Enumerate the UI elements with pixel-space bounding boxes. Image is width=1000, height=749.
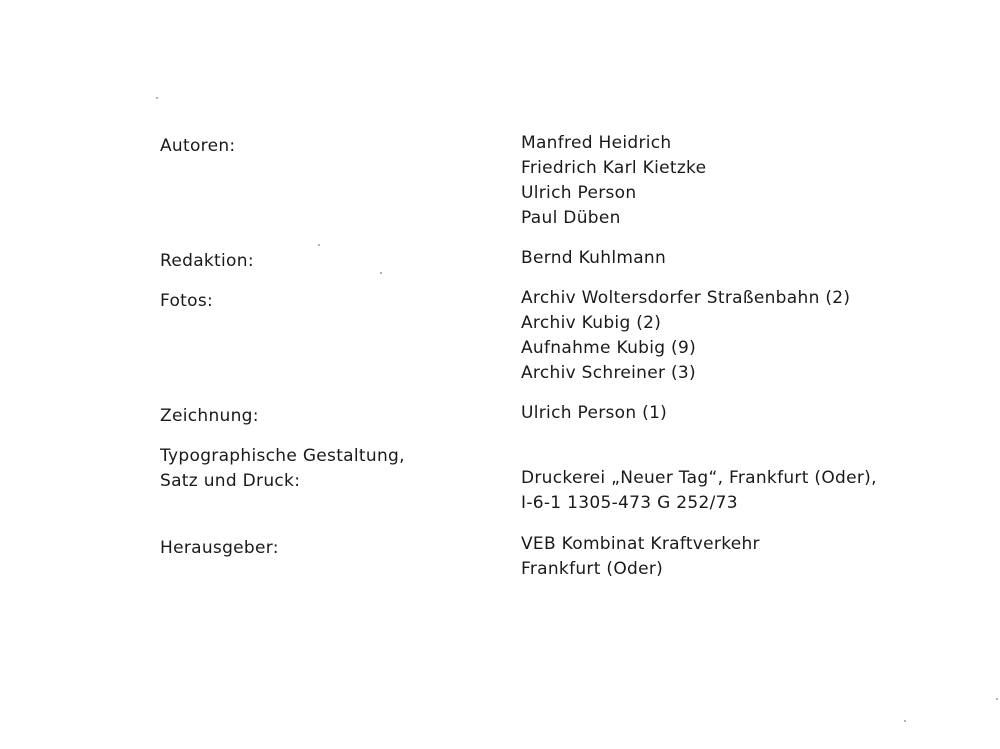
- photo-credit: Archiv Woltersdorfer Straßenbahn (2): [521, 288, 851, 308]
- author-name: Paul Düben: [521, 208, 621, 228]
- publisher-value: [521, 532, 760, 582]
- typography-label-line: Satz und Druck:: [160, 471, 301, 491]
- photos-label: Fotos:: [160, 291, 214, 311]
- typography-label: [160, 444, 405, 494]
- editing-list: [521, 246, 666, 271]
- author-name: Friedrich Karl Kietzke: [521, 158, 707, 178]
- paper-speck: [156, 97, 158, 99]
- printer-line: Druckerei „Neuer Tag“, Frankfurt (Oder),: [521, 468, 877, 488]
- paper-speck: [318, 244, 320, 246]
- publisher-line: Frankfurt (Oder): [521, 559, 664, 579]
- editor-name: Bernd Kuhlmann: [521, 248, 667, 268]
- photos-list: [521, 286, 850, 386]
- paper-speck: [380, 272, 382, 274]
- authors-list: [521, 131, 706, 231]
- photo-credit: Archiv Schreiner (3): [521, 363, 696, 383]
- author-name: Manfred Heidrich: [521, 133, 672, 153]
- photo-credit: Aufnahme Kubig (9): [521, 338, 697, 358]
- drawing-list: [521, 401, 667, 426]
- paper-speck: [904, 720, 906, 722]
- author-name: Ulrich Person: [521, 183, 637, 203]
- typography-value: [521, 466, 877, 516]
- license-number: I-6-1 1305-473 G 252/73: [521, 493, 738, 513]
- authors-label: Autoren:: [160, 136, 236, 156]
- typography-label-line: Typographische Gestaltung,: [160, 446, 405, 466]
- editing-label: Redaktion:: [160, 251, 254, 271]
- paper-speck: [996, 698, 998, 700]
- publisher-label: Herausgeber:: [160, 538, 279, 558]
- drawing-label: Zeichnung:: [160, 406, 259, 426]
- drawing-credit: Ulrich Person (1): [521, 403, 668, 423]
- photo-credit: Archiv Kubig (2): [521, 313, 662, 333]
- publisher-line: VEB Kombinat Kraftverkehr: [521, 534, 760, 554]
